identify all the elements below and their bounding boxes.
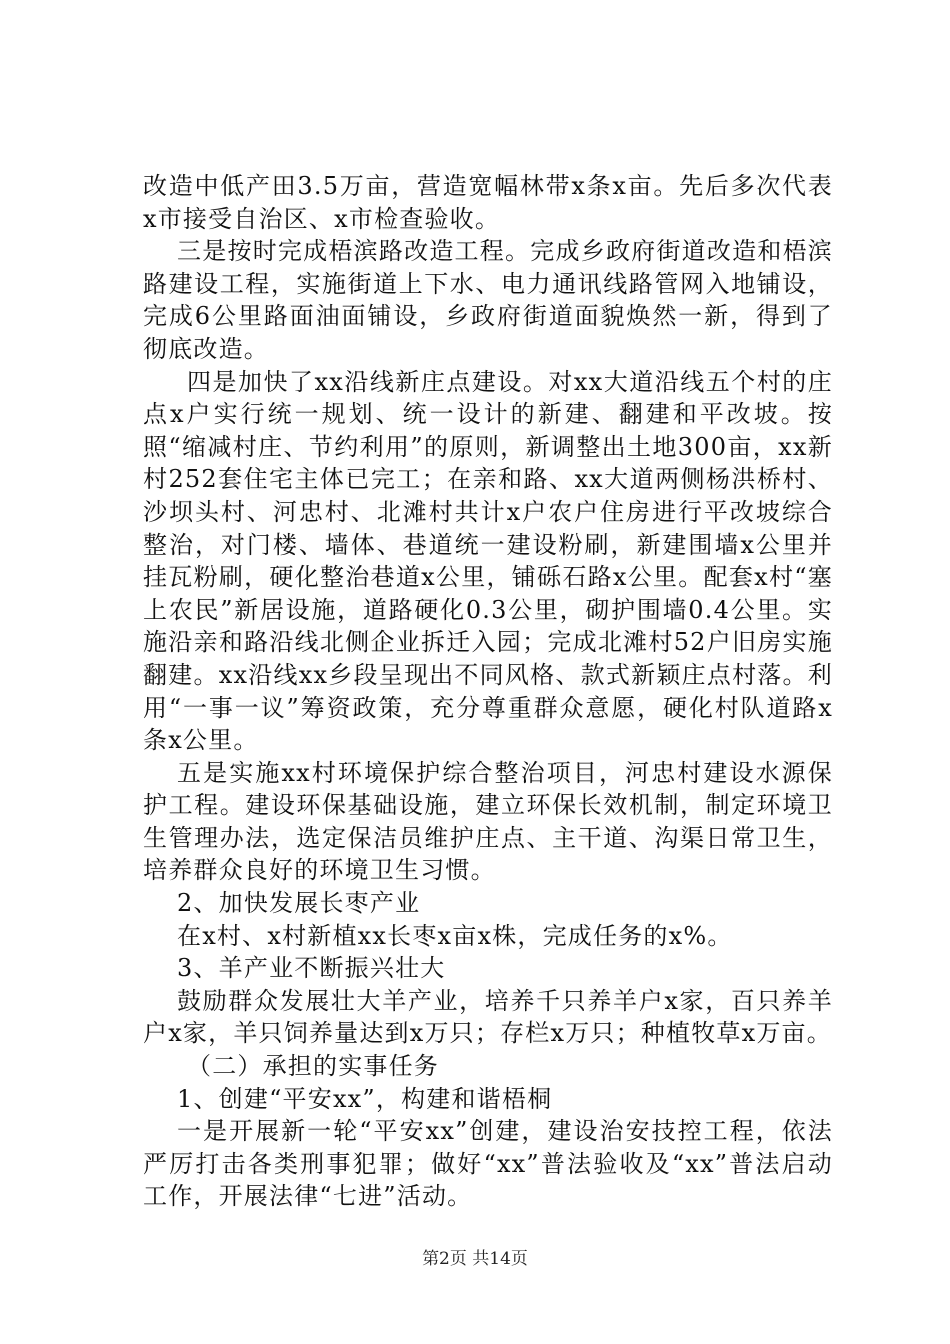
paragraph-item-three: 三是按时完成梧滨路改造工程。完成乡政府街道改造和梧滨路建设工程，实施街道上下水、电力通讯线路管网入地铺设，完成6公里路面油面铺设，乡政府街道面貌焕然一新，得到了彻底改造。: [143, 237, 833, 363]
paragraph-item-four: 四是加快了xx沿线新庄点建设。对xx大道沿线五个村的庄点x户实行统一规划、统一设计的新建、翻建和平改坡。按照“缩减村庄、节约利用”的原则，新调整出土地300亩，xx新村252套住宅主体已完工；在亲和路、xx大道两侧杨洪桥村、沙坝头村、河忠村、北滩村共计x户农户住房进行平改坡综合整治，对门楼、墙体、巷道统一建设粉刷，新建围墙x公里并挂瓦粉刷，硬化整治巷道x公里，铺砾石路x公里。配套x村“塞上农民”新居设施，道路硬化0.3公里，砌护围墙0.4公里。实施沿亲和路沿线北侧企业拆迁入园；完成北滩村52户旧房实施翻建。xx沿线xx乡段呈现出不同风格、款式新颖庄点村落。利用“一事一议”筹资政策，充分尊重群众意愿，硬化村队道路x条x公里。: [143, 367, 833, 755]
paragraph-sheep: 鼓励群众发展壮大羊产业，培养千只养羊户x家，百只养羊户x家，羊只饲养量达到x万只；存栏x万只；种植牧草x万亩。: [143, 986, 833, 1048]
paragraph-safe-campaign: 一是开展新一轮“平安xx”创建，建设治安技控工程，依法严厉打击各类刑事犯罪；做好“xx”普法验收及“xx”普法启动工作，开展法律“七进”活动。: [143, 1117, 833, 1211]
paragraph-item-five: 五是实施xx村环境保护综合整治项目，河忠村建设水源保护工程。建设环保基础设施，建立环保长效机制，制定环境卫生管理办法，选定保洁员维护庄点、主干道、沟渠日常卫生，培养群众良好的环境卫生习惯。: [143, 758, 833, 885]
subheading-jujube-industry: 2、加快发展长枣产业: [177, 889, 421, 918]
page-footer: 第2页 共14页: [422, 1249, 528, 1269]
body-text: [143, 170, 833, 1213]
subheading-safe-campaign: 1、创建“平安xx”，构建和谐梧桐: [177, 1084, 553, 1113]
section-heading-practical-tasks: （二）承担的实事任务: [187, 1052, 439, 1081]
paragraph-jujube: 在x村、x村新植xx长枣x亩x株，完成任务的x%。: [177, 921, 733, 950]
subheading-sheep-industry: 3、羊产业不断振兴壮大: [177, 954, 446, 983]
paragraph-continuation: 改造中低产田3.5万亩，营造宽幅林带x条x亩。先后多次代表x市接受自治区、x市检查验收。: [143, 172, 833, 233]
